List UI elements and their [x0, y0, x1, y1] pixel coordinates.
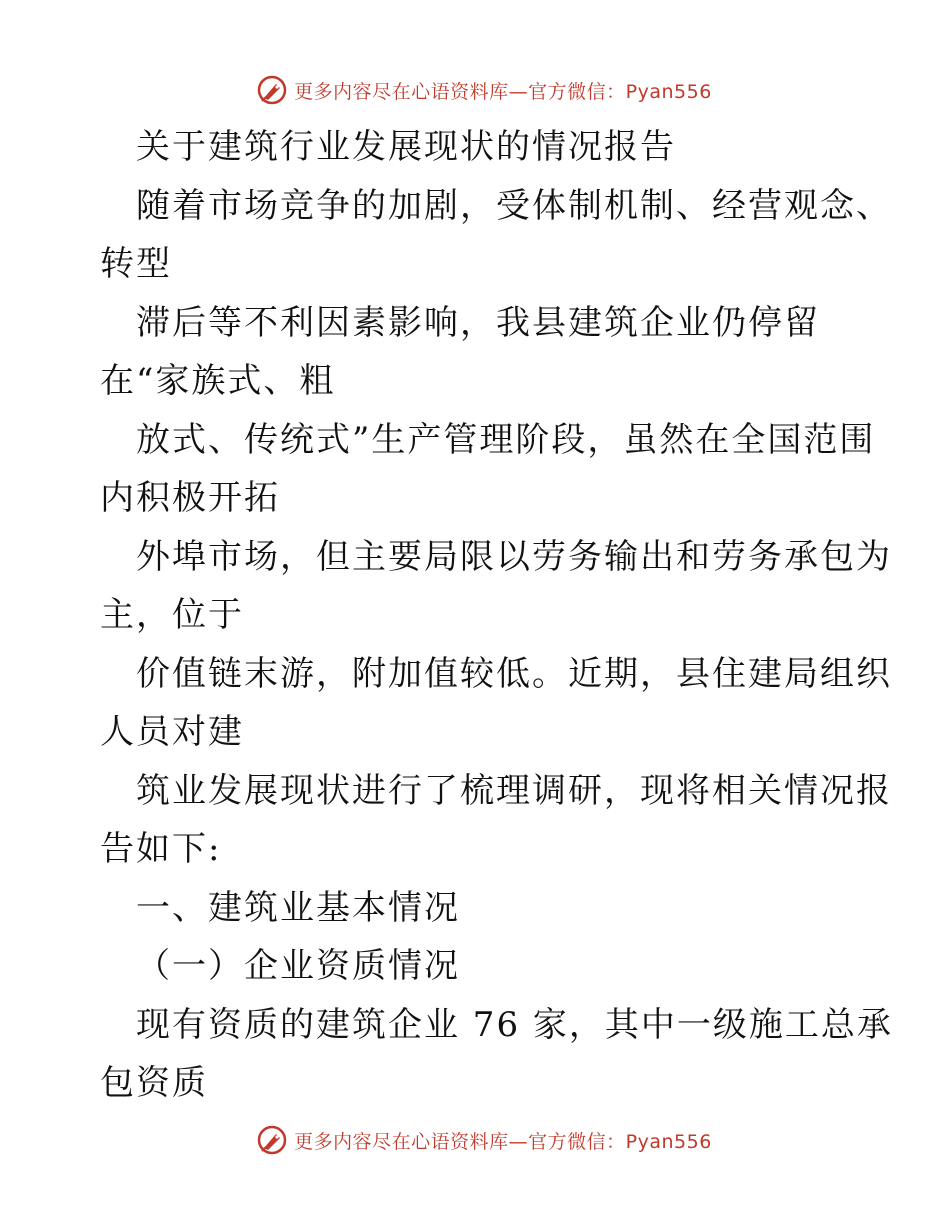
paragraph-line: 筑业发展现状进行了梳理调研，现将相关情况报 — [136, 770, 892, 811]
paragraph-line: 转型 — [100, 244, 172, 284]
document-title: 关于建筑行业发展现状的情况报告 — [136, 127, 676, 167]
document-body — [100, 118, 893, 1113]
footer-banner-text: 更多内容尽在心语资料库—官方微信：Pyan556 — [294, 1130, 712, 1153]
paragraph-line: 放式、传统式”生产管理阶段，虽然在全国范围 — [136, 419, 876, 460]
paragraph-line: 告如下: — [100, 829, 222, 869]
pen-nib-logo-icon — [256, 74, 288, 106]
footer-watermark-banner — [0, 1120, 950, 1160]
paragraph-line: 在“家族式、粗 — [100, 361, 336, 401]
paragraph-line: 人员对建 — [100, 712, 244, 752]
section-heading: 一、建筑业基本情况 — [136, 887, 460, 928]
paragraph-line: 内积极开拓 — [100, 478, 280, 518]
header-banner-text: 更多内容尽在心语资料库—官方微信：Pyan556 — [294, 80, 712, 103]
pen-nib-logo-icon — [256, 1124, 288, 1156]
subsection-heading: （一）企业资质情况 — [136, 946, 460, 986]
paragraph-line: 包资质 — [100, 1063, 208, 1103]
paragraph-line: 主，位于 — [100, 595, 244, 635]
paragraph-line: 现有资质的建筑企业 76 家，其中一级施工总承 — [136, 1004, 893, 1045]
paragraph-line: 滞后等不利因素影响，我县建筑企业仍停留 — [136, 302, 820, 343]
paragraph-line: 价值链末游，附加值较低。近期，县住建局组织 — [136, 653, 892, 694]
paragraph-line: 随着市场竞争的加剧，受体制机制、经营观念、 — [136, 185, 892, 226]
paragraph-line: 外埠市场，但主要局限以劳务输出和劳务承包为 — [136, 536, 892, 577]
header-watermark-banner — [0, 70, 950, 110]
